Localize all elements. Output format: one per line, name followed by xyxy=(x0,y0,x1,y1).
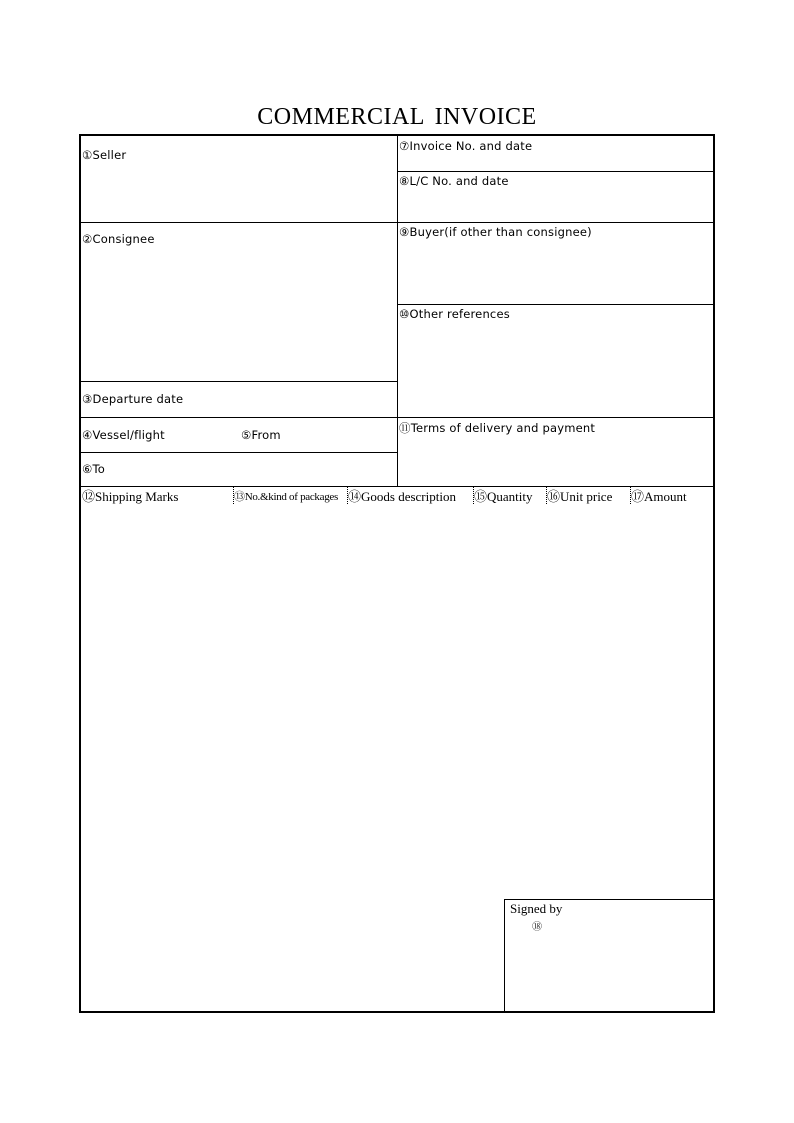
from-label: ⑤From xyxy=(241,428,281,442)
departure-date-label: ③Departure date xyxy=(82,392,184,406)
column-header-quantity: ⑮Quantity xyxy=(474,489,533,504)
signature-seal-mark: ⑱ xyxy=(532,922,542,933)
column-header-shipping-marks: ⑫Shipping Marks xyxy=(82,489,179,504)
signature-box-left xyxy=(504,899,505,1013)
divider-consignee-departure xyxy=(81,381,397,382)
seller-label: ①Seller xyxy=(82,148,127,162)
divider-header-goods xyxy=(81,486,715,487)
column-header-goods-description: ⑭Goods description xyxy=(348,489,456,504)
divider-buyer-other xyxy=(397,304,715,305)
other-references-label: ⑩Other references xyxy=(399,307,510,321)
consignee-label: ②Consignee xyxy=(82,232,155,246)
buyer-label: ⑨Buyer(if other than consignee) xyxy=(399,225,592,239)
signed-by-label: Signed by xyxy=(510,901,563,916)
to-label: ⑥To xyxy=(82,462,106,476)
invoice-no-label: ⑦Invoice No. and date xyxy=(399,139,533,153)
vessel-flight-label: ④Vessel/flight xyxy=(82,428,165,442)
column-header-unit-price: ⑯Unit price xyxy=(547,489,613,504)
column-header-packages: ⑬No.&kind of packages xyxy=(234,491,338,503)
divider-row-1 xyxy=(81,222,715,223)
document-title: COMMERCIAL INVOICE xyxy=(257,104,537,130)
divider-vessel-to xyxy=(81,452,397,453)
lc-no-label: ⑧L/C No. and date xyxy=(399,174,509,188)
divider-departure-vessel xyxy=(81,417,715,418)
center-divider xyxy=(397,136,398,486)
divider-invoice-lc xyxy=(397,171,715,172)
signature-box-top xyxy=(504,899,715,900)
column-header-amount: ⑰Amount xyxy=(631,489,687,504)
invoice-form xyxy=(79,134,715,1013)
terms-label: ⑪Terms of delivery and payment xyxy=(399,421,596,435)
